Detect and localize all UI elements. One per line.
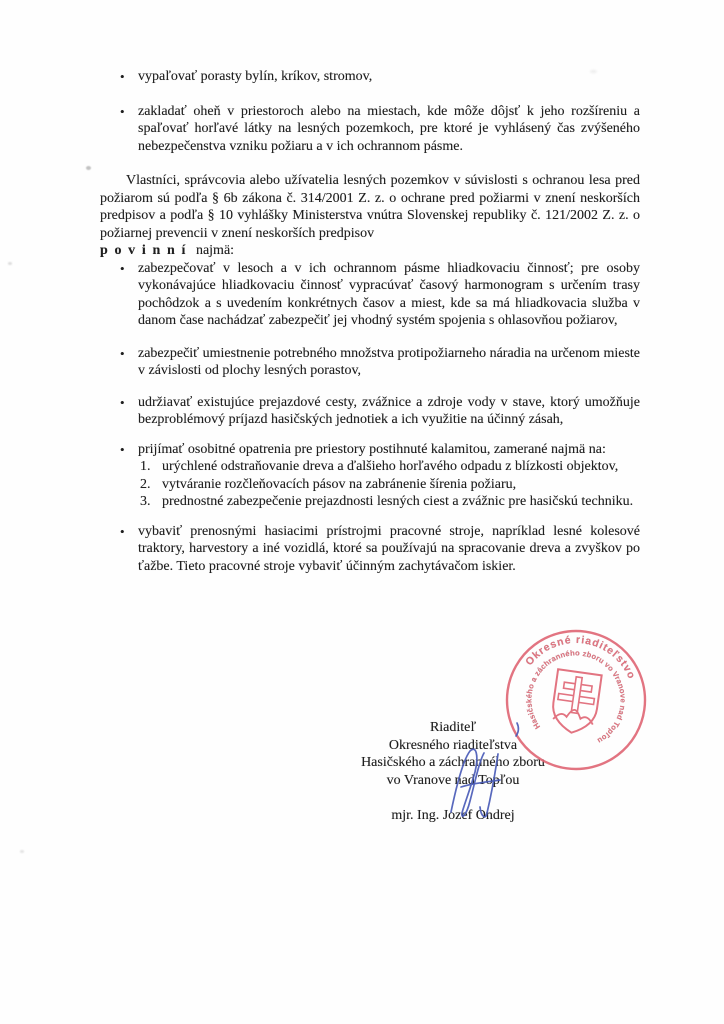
signatory-title-line: vo Vranove nad Topľou xyxy=(386,772,520,788)
prohibitions-list xyxy=(100,68,640,155)
list-item-text xyxy=(138,441,640,459)
obligation-lead-line xyxy=(100,242,640,260)
document-body xyxy=(100,68,640,575)
bullet-marker-icon: • xyxy=(120,345,125,361)
item-number: 3. xyxy=(140,494,151,509)
list-item xyxy=(100,68,640,86)
list-item-text: vypaľovať porasty bylín, kríkov, stromov, xyxy=(138,69,373,84)
list-item-text: vybaviť prenosnými hasiacimi prístrojmi pracovné stroje, napríklad lesné kolesové traktory, harvestory a iné vozidlá, ktoré sa používajú na spracovanie dreva a zvyškov po ťažbe. Tieto pracovné stroje vybaviť účinným zachytávačom iskier. xyxy=(138,523,640,574)
bullet-marker-icon: • xyxy=(120,441,125,457)
numbered-item xyxy=(100,476,640,494)
signatory-title-line: Okresného riaditeľstva xyxy=(388,737,518,753)
bullet-marker-icon: • xyxy=(120,69,125,84)
numbered-item xyxy=(100,493,640,511)
list-item-text: zabezpečovať v lesoch a v ich ochrannom pásme hliadkovaciu činnosť; pre osoby vykonávajúce hliadkovaciu činnosť vypracúvať časový harmonogram s určením trasy pochôdzok a s uvedením konkrétnych časov a miest, kde sa má hliadkovacia služba v danom čase nachádzať zabezpečiť jej vhodný systém spojenia s ohlasovňou požiarov, xyxy=(138,260,640,328)
list-item-with-sublist xyxy=(100,441,640,459)
stamp-inner-text: Hasičského a záchranného zboru vo Vranove nad Topľou xyxy=(524,648,628,746)
intro-paragraph: Vlastníci, správcovia alebo užívatelia lesných pozemkov v súvislosti s ochranou lesa pred požiarom sú podľa § 6b zákona č. 314/2001 Z. z. o ochrane pred požiarmi v znení neskorších predpisov a podľa § 10 vyhlášky Ministerstva vnútra Slovenskej republiky č. 121/2002 Z. z. o požiarnej prevencii v znení neskorších predpisov xyxy=(100,173,640,241)
list-item-text: zabezpečiť umiestnenie potrebného množstva protipožiarneho náradia na určenom mieste v závislosti od plochy lesných porastov, xyxy=(138,345,641,378)
povinni-emphasis: p o v i n n í xyxy=(100,243,187,258)
scan-speck xyxy=(20,850,24,853)
list-item-text: zakladať oheň v priestoroch alebo na miestach, kde môže dôjsť k jeho rozšíreniu a spaľovať horľavé látky na lesných pozemkoch, pre ktoré je vyhlásený čas zvýšeného nebezpečenstva vzniku požiaru a v ich ochrannom pásme. xyxy=(138,103,640,154)
numbered-item xyxy=(100,458,640,476)
numbered-sublist xyxy=(100,458,640,511)
item-number: 1. xyxy=(140,459,151,474)
numbered-item-text: vytváranie rozčleňovacích pásov na zabránenie šírenia požiaru, xyxy=(162,476,517,492)
signature-stroke xyxy=(480,754,498,817)
list-item-text: udržiavať existujúce prejazdové cesty, zvážnice a zdroje vody v stave, ktorý umožňuje bezproblémový príjazd hasičských jednotiek a ich využitie na účinný zásah, xyxy=(138,394,640,427)
povinni-rest: najmä: xyxy=(195,243,235,258)
sublist-intro: prijímať osobitné opatrenia pre priestory postihnuté kalamitou, zamerané najmä na: xyxy=(138,441,606,457)
list-item xyxy=(100,260,640,330)
bullet-marker-icon: • xyxy=(120,523,125,539)
final-bullet-list xyxy=(100,523,640,576)
item-number: 2. xyxy=(140,476,151,492)
bullet-marker-icon: • xyxy=(120,260,125,276)
signatory-title-line: Riaditeľ xyxy=(429,720,477,735)
scan-speck xyxy=(590,70,597,73)
scan-speck xyxy=(86,166,91,170)
stamp-outer-text: Okresné riaditeľstvo xyxy=(523,633,638,682)
list-item xyxy=(100,345,640,380)
numbered-item-text: prednostné zabezpečenie prejazdnosti lesných ciest a zvážnic pre hasičskú techniku. xyxy=(162,494,634,509)
bullet-marker-icon: • xyxy=(120,103,125,119)
list-item xyxy=(100,103,640,156)
signatory-title-line: Hasičského a záchranného zboru xyxy=(361,755,545,770)
list-item xyxy=(100,394,640,429)
bullet-marker-icon: • xyxy=(120,394,125,410)
signature-stroke xyxy=(516,723,518,736)
numbered-item-text: urýchlené odstraňovanie dreva a ďalšieho horľavého odpadu z blízkosti objektov, xyxy=(162,459,619,474)
duties-list xyxy=(100,260,640,459)
scan-speck xyxy=(8,262,12,265)
handwritten-signature-icon xyxy=(420,710,540,825)
signatory-name: mjr. Ing. Jozef Ondrej xyxy=(391,807,515,823)
stamp-coat-of-arms-icon xyxy=(550,669,602,736)
list-item xyxy=(100,523,640,576)
